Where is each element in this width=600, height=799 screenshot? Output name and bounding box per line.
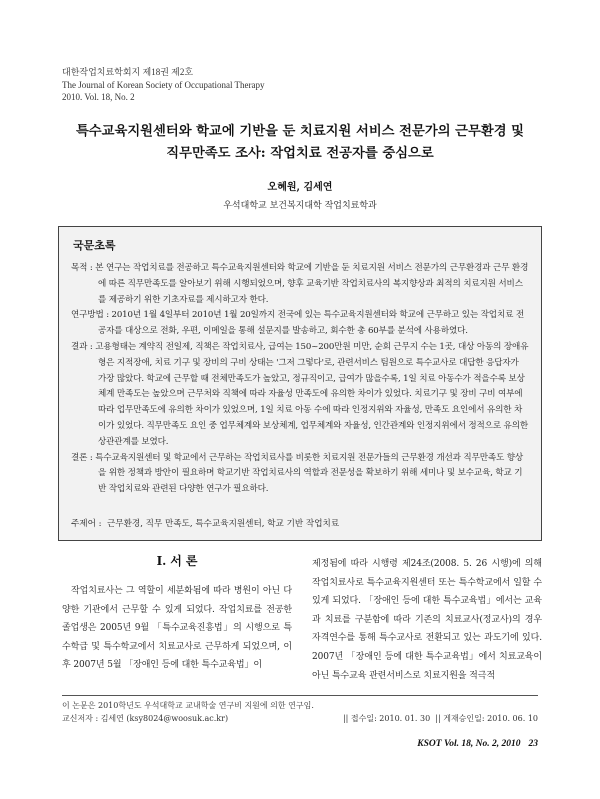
abstract-label: 결론 bbox=[71, 452, 88, 463]
abstract-results: 결과 : 고용형태는 계약직 전일제, 직책은 작업치료사, 급여는 150~200만원 미만, 순회 근무지 수는 1곳, 대상 아동의 장애유형은 지적장애, 치료 기구 및 장비의 구비 상태는 '그저 그렇다'로, 관련서비스 팀원으로 특수교사로 대답한 응답자가 가장 많았다. 학교에 근무할 때 전체만족도가 높았고, 정규직이고, 급여가 많을수록, 1일 치료 아동수가 적을수록 보상체계 만족도는 높았으며 근무처와 직책에 따라 자율성 만족도에 유의한 차이가 있었다. 치료기구 및 장비 구비 여부에 따라 업무만족도에 유의한 차이가 있었으며, 1일 치료 아동 수에 따라 인정지위와 자율성, 만족도 요인에서 유의한 차이가 있었다. 직무만족도 요인 중 업무체계와 보상체계, 업무체계와 자율성, 인간관계와 인정지위에서 정적으로 유의한 상관관계를 보였다. bbox=[71, 341, 529, 447]
body-right-column bbox=[312, 555, 542, 685]
authors: 오혜원, 김세연 bbox=[267, 182, 333, 193]
corresponding-author: 교신저자 : 김세연 (ksy8024@woosuk.ac.kr) bbox=[62, 714, 229, 723]
footer-journal-ref: KSOT Vol. 18, No. 2, 2010 bbox=[417, 739, 521, 749]
abstract-label: 목적 bbox=[71, 263, 88, 273]
abstract-text: 본 연구는 작업치료를 전공하고 특수교육지원센터와 학교에 기반을 둔 치료지원 서비스 전문가의 근무환경과 근무 환경에 따른 직무만족도를 알아보기 위해 시행되었으며, 향후 교육기반 작업치료사의 복지향상과 최적의 치료지원 서비스를 제공하기 위한 기초자료를 제시하고자 한다. bbox=[95, 263, 529, 305]
abstract-purpose: 목적 : 본 연구는 작업치료를 전공하고 특수교육지원센터와 학교에 기반을 둔 치료지원 서비스 전문가의 근무환경과 근무 환경에 따른 직무만족도를 알아보기 위해 시행되었으며, 향후 교육기반 작업치료사의 복지향상과 최적의 치료지원 서비스를 제공하기 위한 기초자료를 제시하고자 한다. bbox=[71, 263, 529, 305]
body-paragraph: 제정됨에 따라 시행령 제24조(2008. 5. 26 시행)에 의해 작업치료사로 특수교육지원센터 또는 특수학교에서 일할 수 있게 되었다. 「장애인 등에 대한 특수교육법」에서는 교육과 치료를 구분함에 따라 기존의 치료교사(정교사)의 경우 자격연수를 통해 특수교사로 전환되고 있는 과도기에 있다. 2007년 「장애인 등에 대한 특수교육법」에서 치료교육이 아닌 특수교육 관련서비스로 치료지원을 적극적 bbox=[312, 559, 542, 681]
footnote-divider bbox=[62, 695, 538, 696]
paper-title bbox=[40, 121, 560, 165]
abstract-text: 고용형태는 계약직 전일제, 직책은 작업치료사, 급여는 150~200만원 미만, 순회 근무지 수는 1곳, 대상 아동의 장애유형은 지적장애, 치료 기구 및 장비의 구비 상태는 '그저 그렇다'로, 관련서비스 팀원으로 특수교사로 대답한 응답자가 가장 많았다. 학교에 근무할 때 전체만족도가 높았고, 정규직이고, 급여가 많을수록, 1일 치료 아동수가 적을수록 보상체계 만족도는 높았으며 근무처와 직책에 따라 자율성 만족도에 유의한 차이가 있었다. 치료기구 및 장비 구비 여부에 따라 업무만족도에 유의한 차이가 있었으며, 1일 치료 아동 수에 따라 인정지위와 자율성, 만족도 요인에서 유의한 차이가 있었다. 직무만족도 요인 중 업무체계와 보상체계, 업무체계와 자율성, 인간관계와 인정지위에서 정적으로 유의한 상관관계를 보였다. bbox=[95, 341, 529, 447]
title-line-2: 직무만족도 조사: 작업치료 전공자를 중심으로 bbox=[166, 146, 434, 161]
abstract-text: 2010년 1월 4일부터 2010년 1월 20일까지 전국에 있는 특수교육지원센터와 학교에 근무하고 있는 작업치료 전공자를 대상으로 전화, 우편, 이메일을 통해 설문지를 발송하고, 회수한 총 60부를 분석에 사용하였다. bbox=[98, 310, 524, 337]
title-line-1: 특수교육지원센터와 학교에 기반을 둔 치료지원 서비스 전문가의 근무환경 및 bbox=[75, 124, 525, 139]
section-heading: Ⅰ. 서 론 bbox=[156, 554, 198, 568]
abstract-label: 연구방법 bbox=[71, 310, 104, 321]
abstract-method: 연구방법 : 2010년 1월 4일부터 2010년 1월 20일까지 전국에 있는 특수교육지원센터와 학교에 근무하고 있는 작업치료 전공자를 대상으로 전화, 우편, 이메일을 통해 설문지를 발송하고, 회수한 총 60부를 분석에 사용하였다. bbox=[71, 310, 524, 337]
abstract-conclusion: 결론 : 특수교육지원센터 및 학교에서 근무하는 작업치료사를 비롯한 치료지원 전문가들의 근무환경 개선과 직무만족도 향상을 위한 정책과 방안이 필요하며 학교기반 작업치료사의 역할과 전문성을 확보하기 위해 세미나 및 보수교육, 학교 기반 작업치료와 관련된 다양한 연구가 필요하다. bbox=[71, 452, 524, 495]
accepted-date: || 게재승인일: 2010. 06. 10 bbox=[435, 714, 538, 723]
abstract-label: 결과 bbox=[71, 341, 88, 352]
abstract-text: 특수교육지원센터 및 학교에서 근무하는 작업치료사를 비롯한 치료지원 전문가들의 근무환경 개선과 직무만족도 향상을 위한 정책과 방안이 필요하며 학교기반 작업치료사의 역할과 전문성을 확보하기 위해 세미나 및 보수교육, 학교 기반 작업치료와 관련된 다양한 연구가 필요하다. bbox=[95, 452, 524, 495]
funding-note: 이 논문은 2010학년도 우석대학교 교내학술 연구비 지원에 의한 연구임. bbox=[62, 701, 314, 710]
body-left-column bbox=[62, 552, 292, 675]
abstract-heading: 국문초록 bbox=[73, 239, 116, 252]
journal-volume: 2010. Vol. 18, No. 2 bbox=[62, 92, 135, 102]
affiliation: 우석대학교 보건복지대학 작업치료학과 bbox=[223, 201, 377, 211]
submission-dates bbox=[343, 713, 538, 724]
journal-name-korean: 대한작업치료학회지 제18권 제2호 bbox=[62, 67, 194, 77]
body-paragraph: 작업치료사는 그 역할이 세분화됨에 따라 병원이 아닌 다양한 기관에서 근무할 수 있게 되었다. 작업치료를 전공한 졸업생은 2005년 9월 「특수교육진흥법」의 시행으로 특수학급 및 특수학교에서 치료교사로 근무하게 되었으며, 이후 2007년 5월 「장애인 등에 대한 특수교육법」이 bbox=[62, 586, 292, 671]
keywords-label: 주제어 bbox=[71, 519, 96, 529]
keywords: 주제어 : 근무환경, 직무 만족도, 특수교육지원센터, 학교 기반 작업치료 bbox=[71, 519, 340, 529]
abstract-box bbox=[58, 226, 542, 541]
journal-header bbox=[62, 66, 265, 104]
keywords-text: 근무환경, 직무 만족도, 특수교육지원센터, 학교 기반 작업치료 bbox=[107, 519, 340, 529]
received-date: || 접수일: 2010. 01. 30 bbox=[342, 714, 431, 723]
page-footer bbox=[417, 739, 538, 749]
page-number: 23 bbox=[528, 739, 538, 749]
journal-name-english: The Journal of Korean Society of Occupational Therapy bbox=[62, 79, 265, 90]
